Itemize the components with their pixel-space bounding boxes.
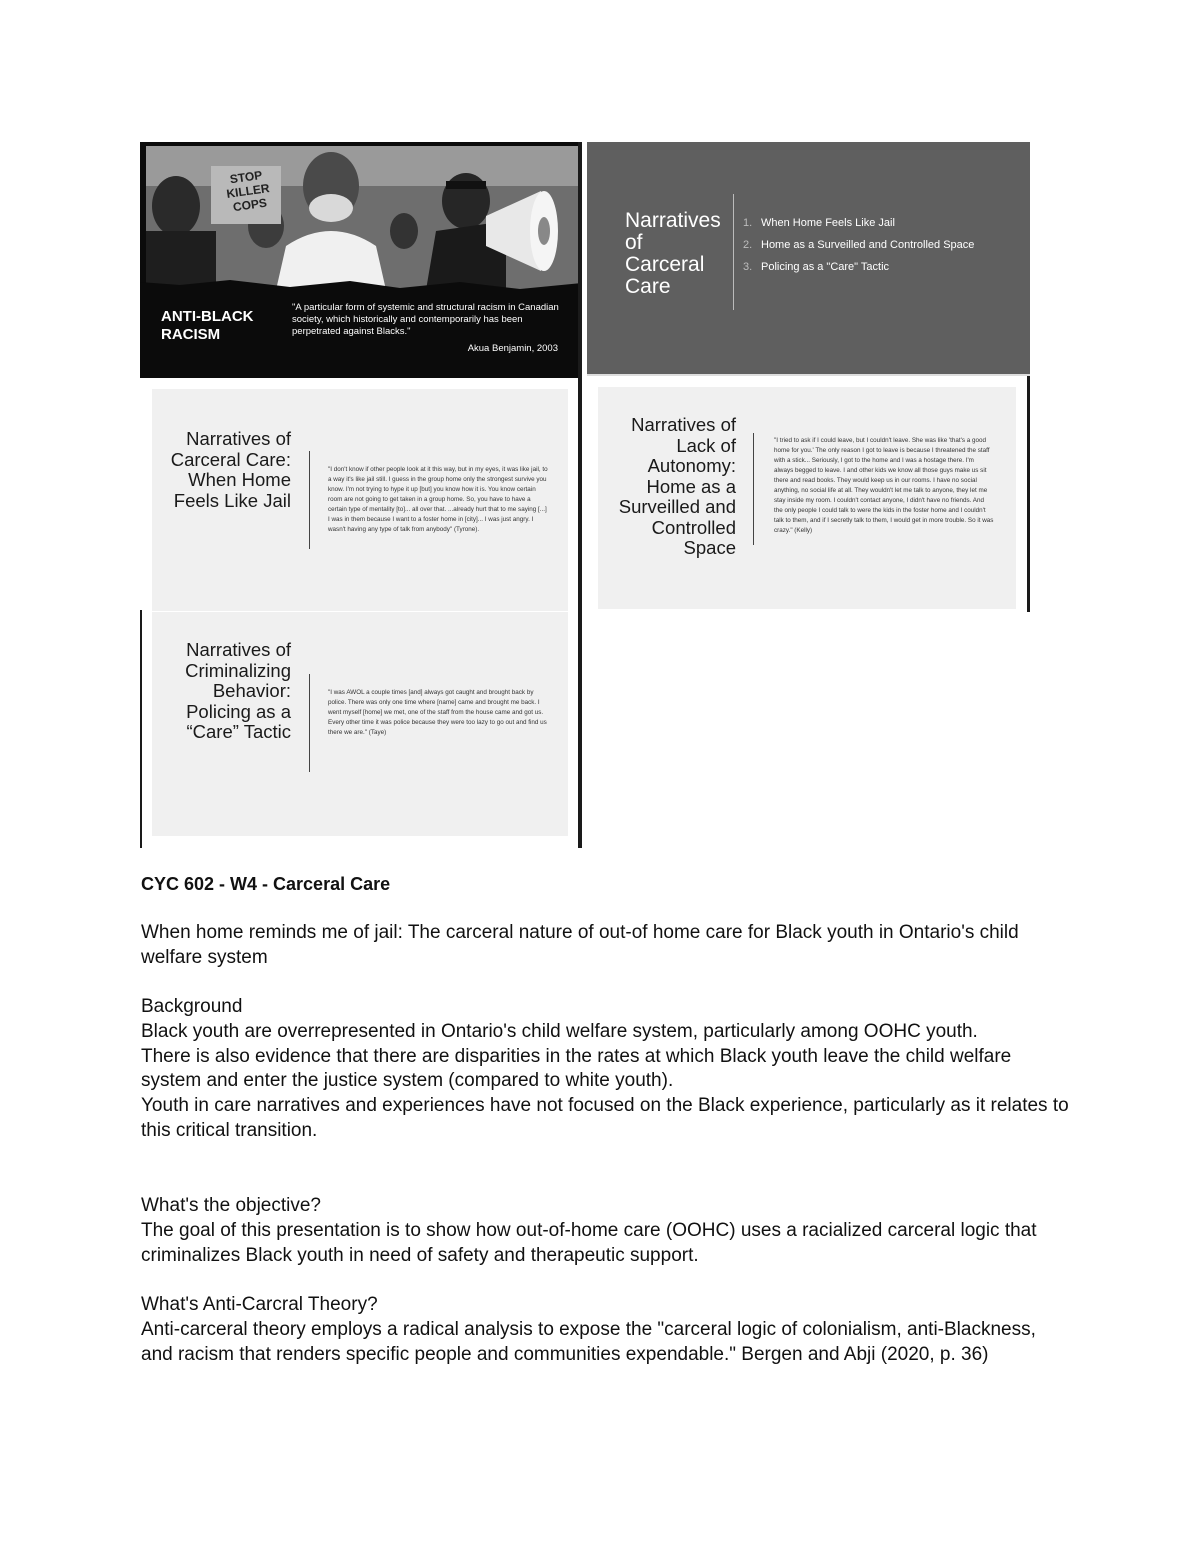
paragraph: There is also evidence that there are disparities in the rates at which Black youth leave the child welfare system and enter the justice system (compared to white youth). [141,1045,1012,1092]
torn-edge [140,276,582,296]
protest-photo [146,146,578,290]
section-label: What's Anti-Carcral Theory? [141,1294,378,1315]
slide-quote: "I was AWOL a couple times [and] always got caught and brought back by police. There was only one time where [name] came and brought me back. I went myself [home] we met, one of the staff from the house came and got us. Every other time it was police because they were too lazy to go out and find us there we are." (Taye) [328,689,547,736]
slide-title: Narratives of Carceral Care: When Home Feels Like Jail [170,428,291,511]
slide-quote: "I tried to ask if I could leave, but I couldn't leave. She was like 'that's a good home for you.' The only reason I got to leave is because I threatened the staff with a stick... Seriously, I got to the home and I was a hostage there. I'm always begged to leave. I and other kids we know all those guys make us sit there and read books. They would keep us in our rooms. I have no social anything, no social life at all. They wouldn't let me talk to anyone, they let me stay inside my room. I couldn't contact anyone, I didn't have no friends. And the only people I could talk to were the kids in the foster home and I couldn't talk to them, and if I secretly talk to them, I would get in more trouble. So it was crazy." (Kelly) [774,437,994,534]
section-label: What's the objective? [141,1195,321,1216]
paragraph: The goal of this presentation is to show how out-of-home care (OOHC) uses a racialized carceral logic that criminalizes Black youth in need of safety and therapeutic support. [141,1219,1037,1266]
slide-agenda [587,142,1030,374]
divider [309,674,310,772]
item-number: 2. [743,239,753,251]
paragraph: Black youth are overrepresented in Ontario's child welfare system, particularly among OOHC youth. [141,1020,978,1042]
paragraph: Youth in care narratives and experiences have not focused on the Black experience, particularly as it relates to this critical transition. [141,1095,1069,1141]
item-number: 1. [743,217,753,229]
document-heading: CYC 602 - W4 - Carceral Care [141,874,391,894]
divider [733,194,734,310]
divider [309,451,310,549]
theory-section [141,1293,1071,1367]
slide-quote: "A particular form of systemic and structural racism in Canadian society, which historically and contemporarily has been perpetrated against Blacks." [292,302,559,337]
item-label: When Home Feels Like Jail [761,217,895,229]
agenda-item [743,216,1003,231]
slide-title: Narratives of Criminalizing Behavior: Policing as a “Care” Tactic [185,639,291,742]
item-label: Home as a Surveilled and Controlled Space [761,239,975,251]
slide-anti-black-racism [140,142,582,378]
agenda-list [743,216,1003,282]
document-subtitle: When home reminds me of jail: The carceral nature of out-of home care for Black youth in Ontario's child welfare system [141,922,1019,968]
slide-quote: "I don't know if other people look at it this way, but in my eyes, it was like jail, to a way it's like jail still. I guess in the group home only the strongest survive you know. I'm not trying to hype it up [but] you know how it is. You know certain room are not going to get taken in a group home. So, you have to have a certain type of mentality [to]... all over that. ...already hurt that to me saying [...] I was in them because I want to a foster home in [city]... I was just angry. I wasn't having any type of talk from anybody" (Tyrone). [328,466,548,533]
slide-title: Narratives of Lack of Autonomy: Home as a Surveilled and Controlled Space [618,414,736,558]
divider [753,433,754,545]
item-number: 3. [743,261,753,273]
sign-line: COPS [232,195,268,215]
slide-citation: Akua Benjamin, 2003 [467,343,558,354]
slide-title: Narratives of Carceral Care [625,209,721,298]
slide-border [140,610,142,848]
slide-lack-of-autonomy [598,387,1016,609]
background-section [141,995,1071,1144]
sign-line: STOP [229,167,264,187]
paragraph: Anti-carceral theory employs a radical analysis to expose the "carceral logic of colonialism, anti-Blackness, and racism that renders specific people and communities expendable." Bergen and Abji (2020, p. 36) [141,1318,1036,1365]
slide-border [1027,374,1030,612]
agenda-item [743,238,1003,253]
section-label: Background [141,996,243,1017]
slide-policing-as-care [152,612,568,836]
item-label: Policing as a "Care" Tactic [761,261,890,273]
slide-title: ANTI-BLACK RACISM [161,308,254,343]
sign-line: KILLER [225,181,271,201]
slide-border [587,374,1030,376]
agenda-item [743,260,1003,275]
slide-home-feels-like-jail [152,389,568,611]
protest-sign [215,166,280,216]
objective-section [141,1194,1071,1268]
slide-border [578,142,582,848]
